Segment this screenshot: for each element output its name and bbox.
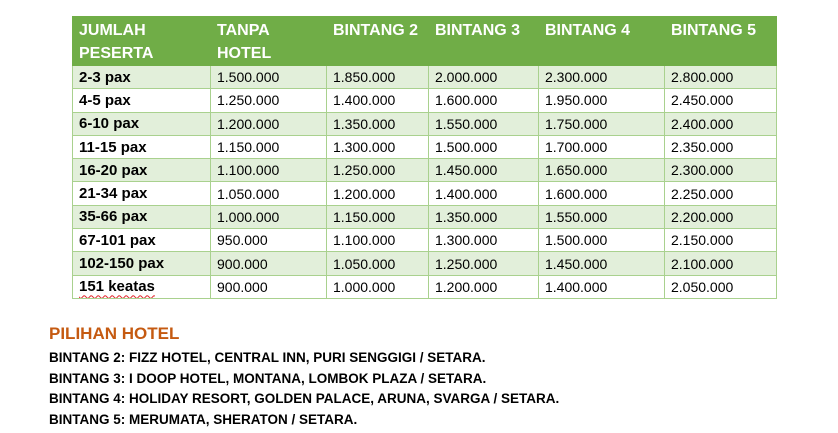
price-bintang-3: 1.450.000 bbox=[429, 159, 539, 182]
price-bintang-5: 2.250.000 bbox=[665, 182, 777, 205]
price-bintang-3: 1.500.000 bbox=[429, 135, 539, 158]
price-bintang-4: 1.550.000 bbox=[539, 205, 665, 228]
table-row bbox=[73, 182, 777, 205]
table-row bbox=[73, 275, 777, 298]
price-bintang-2: 1.250.000 bbox=[327, 159, 429, 182]
price-tanpa-hotel: 900.000 bbox=[211, 252, 327, 275]
price-tanpa-hotel: 1.500.000 bbox=[211, 66, 327, 89]
price-bintang-2: 1.350.000 bbox=[327, 112, 429, 135]
row-label: 67-101 pax bbox=[73, 229, 211, 252]
hotel-options-title: PILIHAN HOTEL bbox=[49, 324, 180, 343]
row-label: 4-5 pax bbox=[73, 89, 211, 112]
row-label: 6-10 pax bbox=[73, 112, 211, 135]
row-label: 35-66 pax bbox=[73, 205, 211, 228]
price-bintang-3: 2.000.000 bbox=[429, 66, 539, 89]
price-bintang-4: 1.400.000 bbox=[539, 275, 665, 298]
table-row bbox=[73, 205, 777, 228]
header-tanpa-hotel: TANPA HOTEL bbox=[211, 17, 327, 66]
hotel-line-bintang-4: BINTANG 4: HOLIDAY RESORT, GOLDEN PALACE, ARUNA, SVARGA / SETARA. bbox=[49, 391, 560, 406]
header-bintang-4: BINTANG 4 bbox=[539, 17, 665, 66]
price-bintang-5: 2.450.000 bbox=[665, 89, 777, 112]
price-bintang-2: 1.400.000 bbox=[327, 89, 429, 112]
price-bintang-5: 2.400.000 bbox=[665, 112, 777, 135]
price-tanpa-hotel: 1.000.000 bbox=[211, 205, 327, 228]
price-table bbox=[72, 16, 777, 299]
price-bintang-5: 2.050.000 bbox=[665, 275, 777, 298]
price-bintang-4: 1.650.000 bbox=[539, 159, 665, 182]
price-bintang-2: 1.850.000 bbox=[327, 66, 429, 89]
hotel-line-bintang-3: BINTANG 3: I DOOP HOTEL, MONTANA, LOMBOK PLAZA / SETARA. bbox=[49, 370, 487, 386]
price-bintang-2: 1.100.000 bbox=[327, 229, 429, 252]
hotel-line-bintang-2: BINTANG 2: FIZZ HOTEL, CENTRAL INN, PURI SENGGIGI / SETARA. bbox=[49, 350, 486, 365]
price-bintang-3: 1.300.000 bbox=[429, 229, 539, 252]
row-label: 2-3 pax bbox=[73, 66, 211, 89]
price-bintang-3: 1.200.000 bbox=[429, 275, 539, 298]
price-bintang-4: 2.300.000 bbox=[539, 66, 665, 89]
price-bintang-5: 2.100.000 bbox=[665, 252, 777, 275]
price-bintang-4: 1.500.000 bbox=[539, 229, 665, 252]
table-row bbox=[73, 135, 777, 158]
price-tanpa-hotel: 1.200.000 bbox=[211, 112, 327, 135]
price-tanpa-hotel: 1.050.000 bbox=[211, 182, 327, 205]
header-bintang-2: BINTANG 2 bbox=[327, 17, 429, 66]
price-bintang-2: 1.300.000 bbox=[327, 135, 429, 158]
price-tanpa-hotel: 950.000 bbox=[211, 229, 327, 252]
price-bintang-2: 1.000.000 bbox=[327, 275, 429, 298]
hotel-line-bintang-5: BINTANG 5: MERUMATA, SHERATON / SETARA. bbox=[49, 411, 358, 427]
price-tanpa-hotel: 1.250.000 bbox=[211, 89, 327, 112]
row-label: 16-20 pax bbox=[73, 159, 211, 182]
price-bintang-4: 1.600.000 bbox=[539, 182, 665, 205]
row-label: 102-150 pax bbox=[73, 252, 211, 275]
table-row bbox=[73, 89, 777, 112]
price-bintang-3: 1.400.000 bbox=[429, 182, 539, 205]
table-row bbox=[73, 66, 777, 89]
price-bintang-5: 2.300.000 bbox=[665, 159, 777, 182]
spellcheck-underlined-label: 151 keatas bbox=[79, 278, 155, 296]
header-bintang-3: BINTANG 3 bbox=[429, 17, 539, 66]
price-bintang-4: 1.950.000 bbox=[539, 89, 665, 112]
price-bintang-3: 1.250.000 bbox=[429, 252, 539, 275]
price-bintang-4: 1.450.000 bbox=[539, 252, 665, 275]
price-bintang-3: 1.350.000 bbox=[429, 205, 539, 228]
table-row bbox=[73, 159, 777, 182]
price-bintang-5: 2.350.000 bbox=[665, 135, 777, 158]
price-bintang-5: 2.800.000 bbox=[665, 66, 777, 89]
row-label bbox=[73, 275, 211, 298]
price-bintang-4: 1.700.000 bbox=[539, 135, 665, 158]
price-bintang-3: 1.550.000 bbox=[429, 112, 539, 135]
header-bintang-5: BINTANG 5 bbox=[665, 17, 777, 66]
table-row bbox=[73, 112, 777, 135]
price-bintang-3: 1.600.000 bbox=[429, 89, 539, 112]
hotel-options-section bbox=[49, 322, 829, 430]
price-bintang-2: 1.050.000 bbox=[327, 252, 429, 275]
header-jumlah-peserta: JUMLAH PESERTA bbox=[73, 17, 211, 66]
price-tanpa-hotel: 900.000 bbox=[211, 275, 327, 298]
price-bintang-2: 1.150.000 bbox=[327, 205, 429, 228]
price-tanpa-hotel: 1.100.000 bbox=[211, 159, 327, 182]
table-header-row bbox=[73, 17, 777, 66]
price-bintang-5: 2.200.000 bbox=[665, 205, 777, 228]
price-bintang-5: 2.150.000 bbox=[665, 229, 777, 252]
table-row bbox=[73, 252, 777, 275]
table-row bbox=[73, 229, 777, 252]
price-tanpa-hotel: 1.150.000 bbox=[211, 135, 327, 158]
price-bintang-4: 1.750.000 bbox=[539, 112, 665, 135]
row-label: 11-15 pax bbox=[73, 135, 211, 158]
row-label: 21-34 pax bbox=[73, 182, 211, 205]
price-bintang-2: 1.200.000 bbox=[327, 182, 429, 205]
